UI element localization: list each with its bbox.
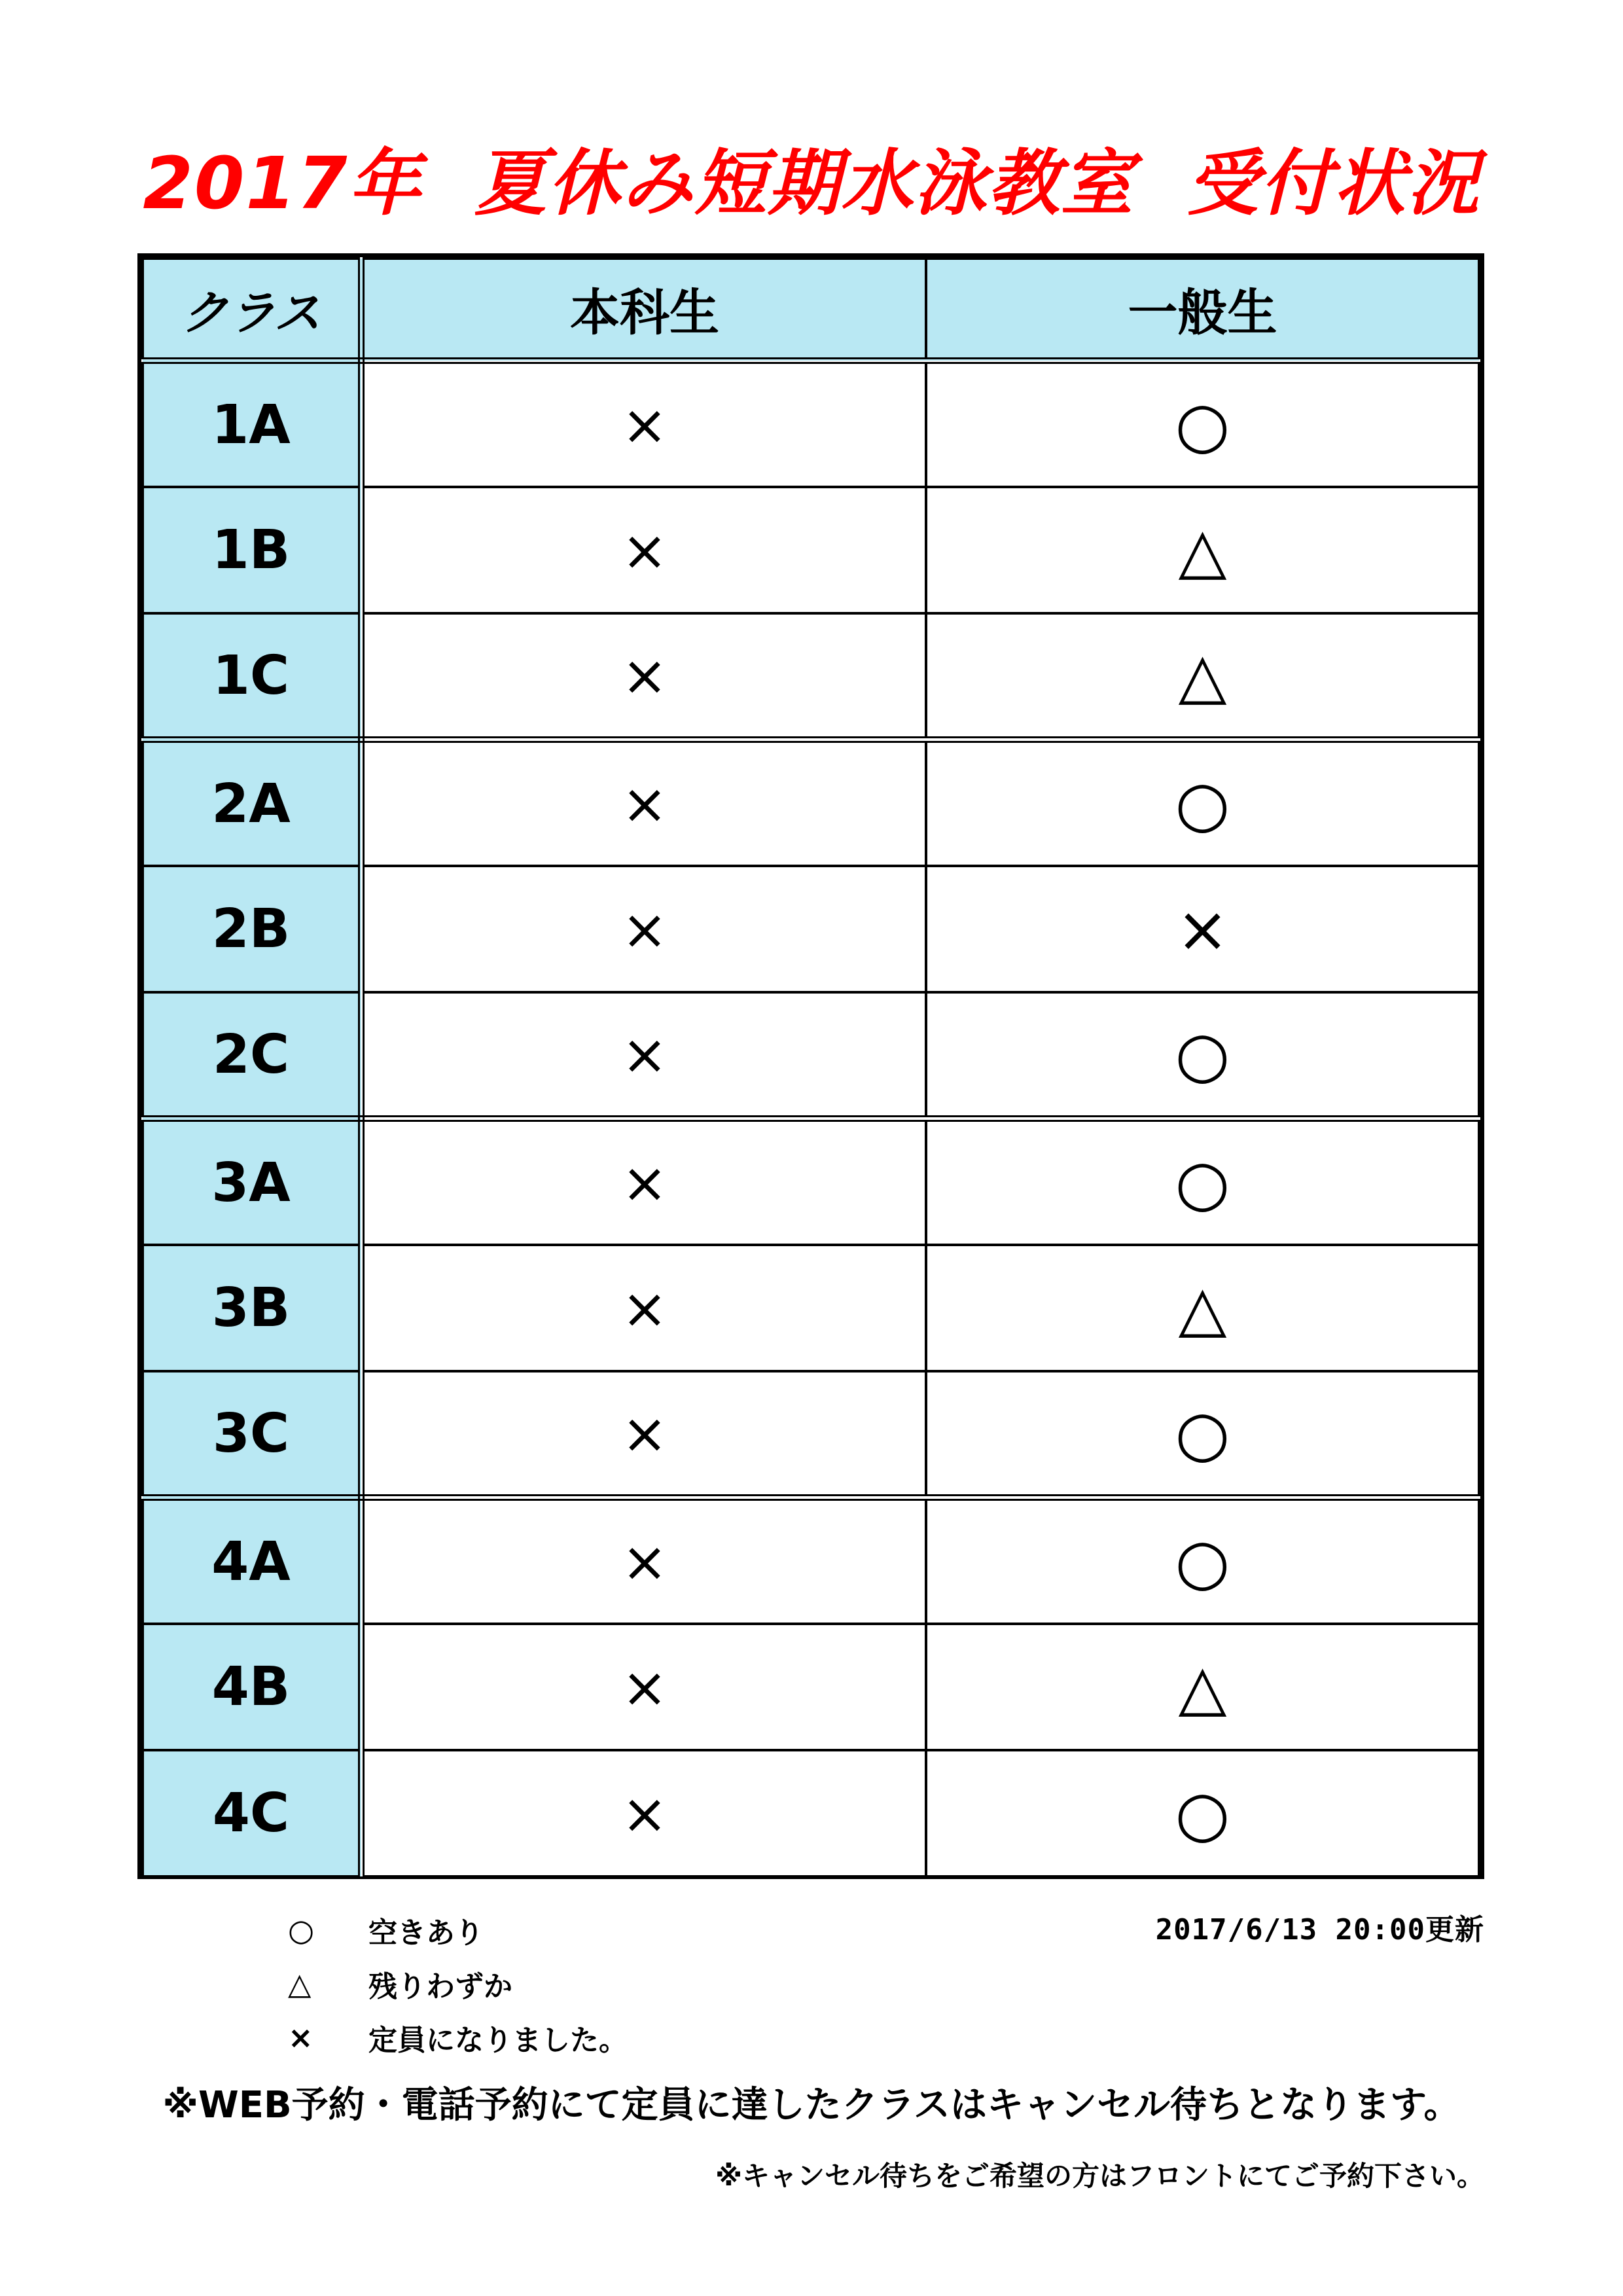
column-header-ippan: 一般生 bbox=[926, 259, 1479, 361]
table-row bbox=[143, 613, 1479, 740]
column-header-honka: 本科生 bbox=[361, 259, 926, 361]
circle-icon: ○ bbox=[926, 992, 1479, 1119]
cross-icon: × bbox=[361, 361, 926, 487]
cross-icon: × bbox=[361, 1371, 926, 1498]
table-row bbox=[143, 866, 1479, 992]
legend-item-available bbox=[288, 1903, 628, 1957]
legend-item-few-left bbox=[288, 1957, 628, 2011]
cross-icon: × bbox=[361, 740, 926, 866]
cross-icon: × bbox=[361, 487, 926, 613]
class-cell: 2C bbox=[143, 992, 361, 1119]
cross-icon: × bbox=[361, 1750, 926, 1876]
cross-icon: × bbox=[361, 866, 926, 992]
cross-icon: × bbox=[288, 2020, 313, 2055]
waitlist-note: ※WEB予約・電話予約にて定員に達したクラスはキャンセル待ちとなります。 bbox=[162, 2084, 1461, 2126]
table-row bbox=[143, 1624, 1479, 1750]
class-cell: 4B bbox=[143, 1624, 361, 1750]
cross-icon: × bbox=[361, 992, 926, 1119]
triangle-icon: △ bbox=[926, 1245, 1479, 1371]
class-cell: 2A bbox=[143, 740, 361, 866]
class-cell: 1A bbox=[143, 361, 361, 487]
table-row bbox=[143, 1750, 1479, 1876]
table-row bbox=[143, 1119, 1479, 1245]
status-table bbox=[137, 253, 1484, 1879]
class-cell: 4C bbox=[143, 1750, 361, 1876]
legend-label: 定員になりました。 bbox=[368, 2024, 628, 2057]
table-row bbox=[143, 1245, 1479, 1371]
class-cell: 3C bbox=[143, 1371, 361, 1498]
legend-label: 空きあり bbox=[368, 1916, 484, 1950]
page-title: 2017年 夏休み短期水泳教室 受付状況 bbox=[143, 141, 1480, 225]
triangle-icon: △ bbox=[926, 1624, 1479, 1750]
triangle-icon: △ bbox=[926, 487, 1479, 613]
circle-icon: ○ bbox=[926, 1371, 1479, 1498]
class-cell: 3B bbox=[143, 1245, 361, 1371]
legend-item-full bbox=[288, 2011, 628, 2064]
circle-icon: ○ bbox=[288, 1912, 315, 1948]
table-row bbox=[143, 1371, 1479, 1498]
cross-icon: × bbox=[361, 613, 926, 740]
circle-icon: ○ bbox=[926, 1498, 1479, 1624]
column-header-class: クラス bbox=[143, 259, 361, 361]
table-header-row bbox=[143, 259, 1479, 361]
legend-label: 残りわずか bbox=[368, 1970, 512, 2003]
table-row bbox=[143, 487, 1479, 613]
updated-timestamp: 2017/6/13 20:00更新 bbox=[1155, 1913, 1484, 1946]
class-cell: 1C bbox=[143, 613, 361, 740]
cross-icon: × bbox=[361, 1119, 926, 1245]
table-row bbox=[143, 361, 1479, 487]
cross-icon: × bbox=[361, 1624, 926, 1750]
class-cell: 3A bbox=[143, 1119, 361, 1245]
circle-icon: ○ bbox=[926, 361, 1479, 487]
triangle-icon: △ bbox=[288, 1966, 312, 2001]
class-cell: 2B bbox=[143, 866, 361, 992]
class-cell: 4A bbox=[143, 1498, 361, 1624]
table-row bbox=[143, 740, 1479, 866]
cross-icon: × bbox=[361, 1245, 926, 1371]
triangle-icon: △ bbox=[926, 613, 1479, 740]
circle-icon: ○ bbox=[926, 740, 1479, 866]
circle-icon: ○ bbox=[926, 1119, 1479, 1245]
legend bbox=[288, 1903, 628, 2064]
waitlist-contact-note: ※キャンセル待ちをご希望の方はフロントにてご予約下さい。 bbox=[715, 2160, 1484, 2192]
cross-icon: × bbox=[926, 866, 1479, 992]
table-row bbox=[143, 1498, 1479, 1624]
class-cell: 1B bbox=[143, 487, 361, 613]
cross-icon: × bbox=[361, 1498, 926, 1624]
table-row bbox=[143, 992, 1479, 1119]
circle-icon: ○ bbox=[926, 1750, 1479, 1876]
